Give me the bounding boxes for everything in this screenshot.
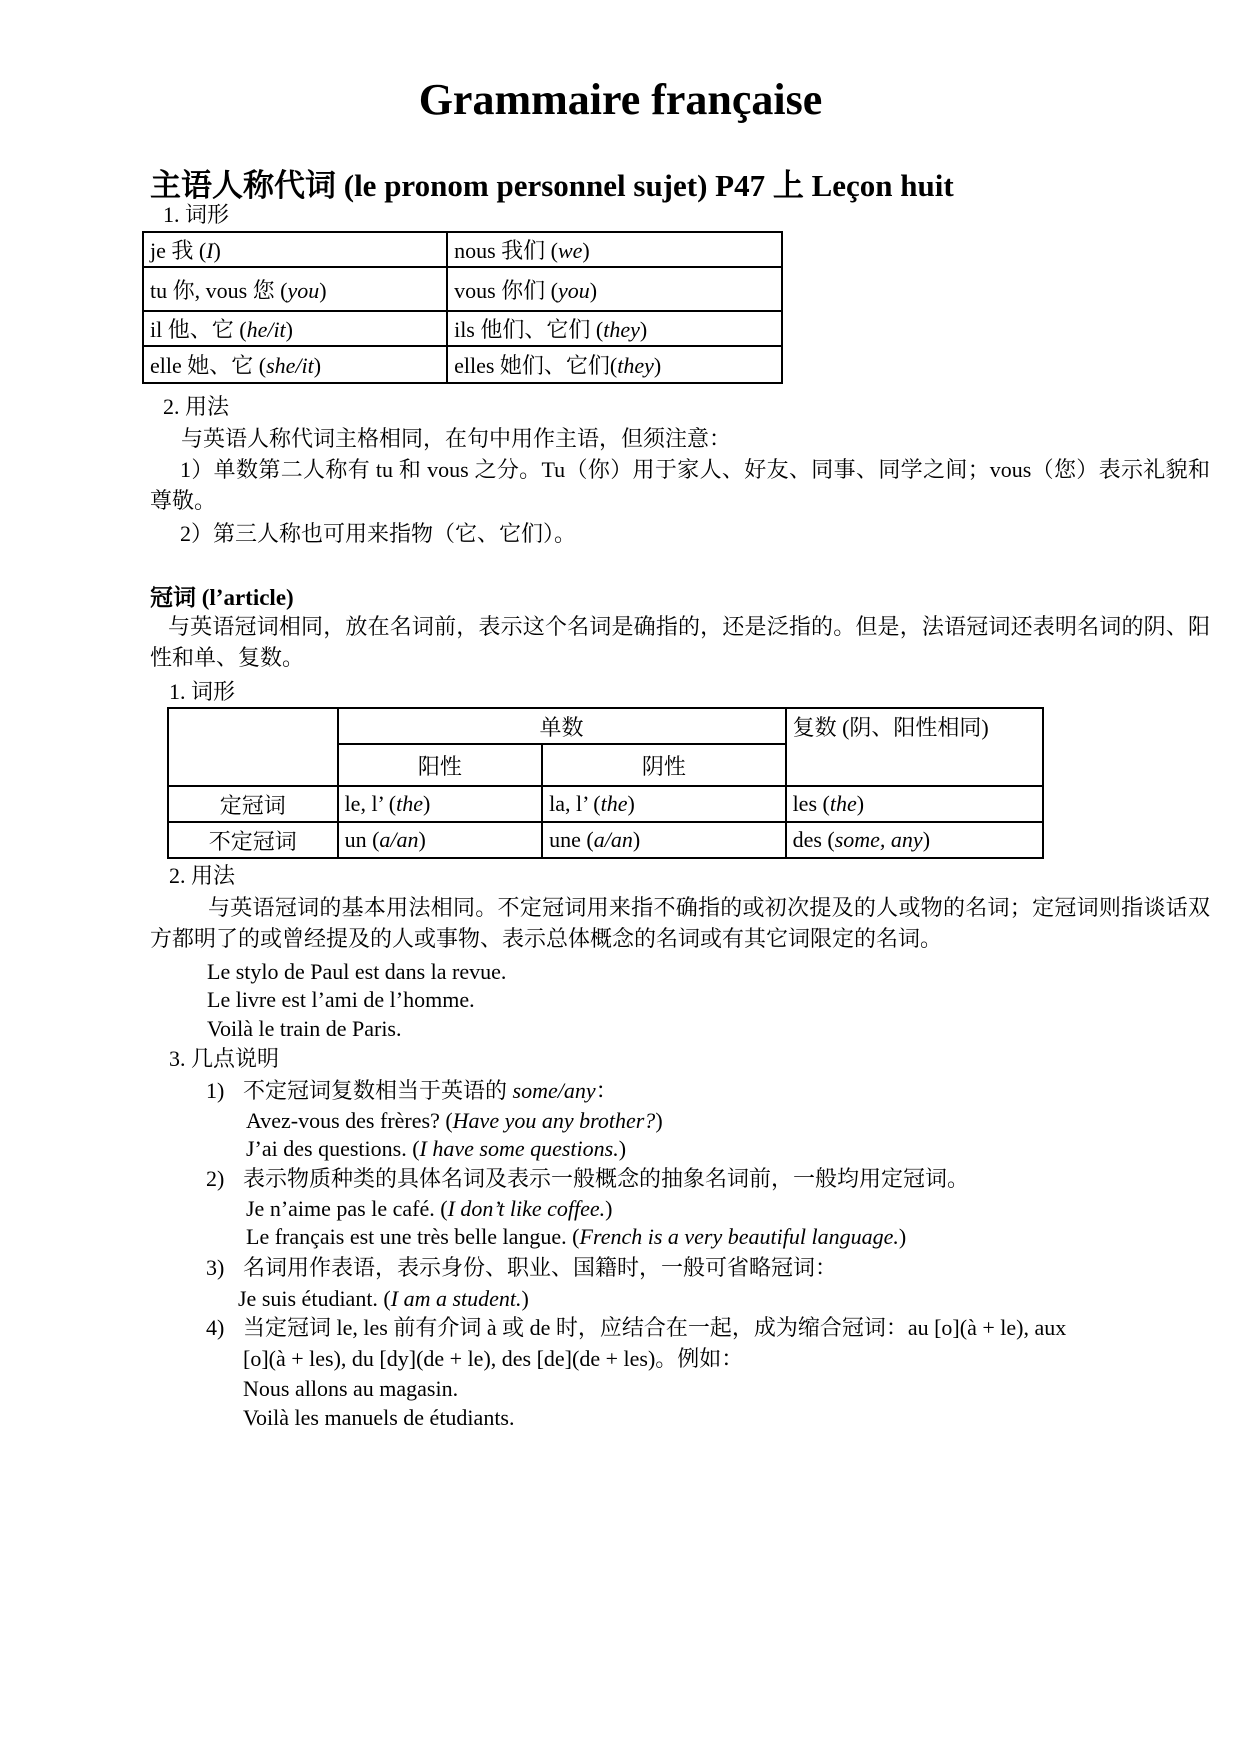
pronoun-table: [142, 231, 783, 384]
table-cell: un (a/an): [338, 822, 543, 858]
article-usage-text: 与英语冠词的基本用法相同。不定冠词用来指不确指的或初次提及的人或物的名词；定冠词则指谈话双方都明了的或曾经提及的人或事物、表示总体概念的名词或有其它词限定的名词。: [150, 895, 1210, 951]
usage-label: 2. 用法: [163, 394, 230, 419]
usage-note-2: 2）第三人称也可用来指物（它、它们）。: [180, 521, 577, 546]
table-cell: je 我 (I): [143, 232, 447, 267]
note-number: 2): [206, 1166, 225, 1191]
forms-label: 1. 词形: [163, 202, 230, 227]
note-example: Nous allons au magasin.: [243, 1376, 459, 1401]
notes-label: 3. 几点说明: [169, 1046, 280, 1071]
note-number: 3): [206, 1255, 225, 1280]
example-sentence: Le stylo de Paul est dans la revue.: [207, 959, 507, 984]
table-cell: une (a/an): [542, 822, 785, 858]
example-sentence: Le livre est l’ami de l’homme.: [207, 987, 475, 1012]
example-sentence: Voilà le train de Paris.: [207, 1016, 402, 1041]
definite-label: 定冠词: [168, 786, 338, 822]
section-heading-article: 冠词 (l’article): [150, 585, 294, 610]
table-cell: [168, 708, 338, 786]
note-text: 当定冠词 le, les 前有介词 à 或 de 时，应结合在一起，成为缩合冠词：au [o](à + le), aux: [243, 1315, 1067, 1340]
note-example: Voilà les manuels de étudiants.: [243, 1405, 515, 1430]
note-text-continued: [o](à + les), du [dy](de + le), des [de](de + les)。例如：: [243, 1346, 744, 1371]
note-example: Avez-vous des frères? (Have you any brother?): [246, 1108, 663, 1133]
note-example: J’ai des questions. (I have some questions.): [246, 1136, 627, 1161]
table-cell: vous 你们 (you): [447, 267, 782, 311]
table-cell: des (some, any): [786, 822, 1043, 858]
note-number: 1): [206, 1078, 225, 1103]
table-cell: les (the): [786, 786, 1043, 822]
table-cell: le, l’ (the): [338, 786, 543, 822]
note-example: Je n’aime pas le café. (I don’t like coffee.): [246, 1196, 613, 1221]
table-cell: il 他、它 (he/it): [143, 311, 447, 346]
table-row: [168, 786, 1043, 822]
masculine-header: 阳性: [338, 744, 543, 786]
table-row: [143, 267, 782, 311]
page-title: Grammaire française: [418, 75, 823, 124]
indefinite-label: 不定冠词: [168, 822, 338, 858]
table-cell: tu 你, vous 您 (you): [143, 267, 447, 311]
plural-header: 复数 (阴、阳性相同): [786, 708, 1043, 786]
table-row: [143, 346, 782, 383]
note-text: 表示物质种类的具体名词及表示一般概念的抽象名词前，一般均用定冠词。: [243, 1166, 970, 1191]
usage-intro: 与英语人称代词主格相同，在句中用作主语，但须注意：: [181, 426, 732, 451]
table-row: [168, 708, 1043, 744]
note-text: 名词用作表语，表示身份、职业、国籍时，一般可省略冠词：: [243, 1255, 838, 1280]
note-example: Le français est une très belle langue. (French is a very beautiful language.): [246, 1224, 907, 1249]
article-intro: 与英语冠词相同，放在名词前，表示这个名词是确指的，还是泛指的。但是，法语冠词还表明名词的阴、阳性和单、复数。: [150, 614, 1210, 670]
note-example: Je suis étudiant. (I am a student.): [238, 1286, 529, 1311]
table-cell: la, l’ (the): [542, 786, 785, 822]
singular-header: 单数: [338, 708, 786, 744]
table-cell: nous 我们 (we): [447, 232, 782, 267]
table-cell: ils 他们、它们 (they): [447, 311, 782, 346]
note-number: 4): [206, 1315, 225, 1340]
article-forms-label: 1. 词形: [169, 679, 236, 704]
note-text: 不定冠词复数相当于英语的 some/any：: [243, 1078, 618, 1103]
table-row: [168, 822, 1043, 858]
usage-note-1: 1）单数第二人称有 tu 和 vous 之分。Tu（你）用于家人、好友、同事、同学之间；vous（您）表示礼貌和尊敬。: [150, 457, 1210, 513]
section-heading-pronoun: 主语人称代词 (le pronom personnel sujet) P47 上 Leçon huit: [150, 168, 954, 203]
table-row: [143, 311, 782, 346]
article-table: [167, 707, 1044, 859]
table-cell: elles 她们、它们(they): [447, 346, 782, 383]
feminine-header: 阴性: [542, 744, 785, 786]
article-usage-label: 2. 用法: [169, 863, 236, 888]
table-row: [143, 232, 782, 267]
table-cell: elle 她、它 (she/it): [143, 346, 447, 383]
